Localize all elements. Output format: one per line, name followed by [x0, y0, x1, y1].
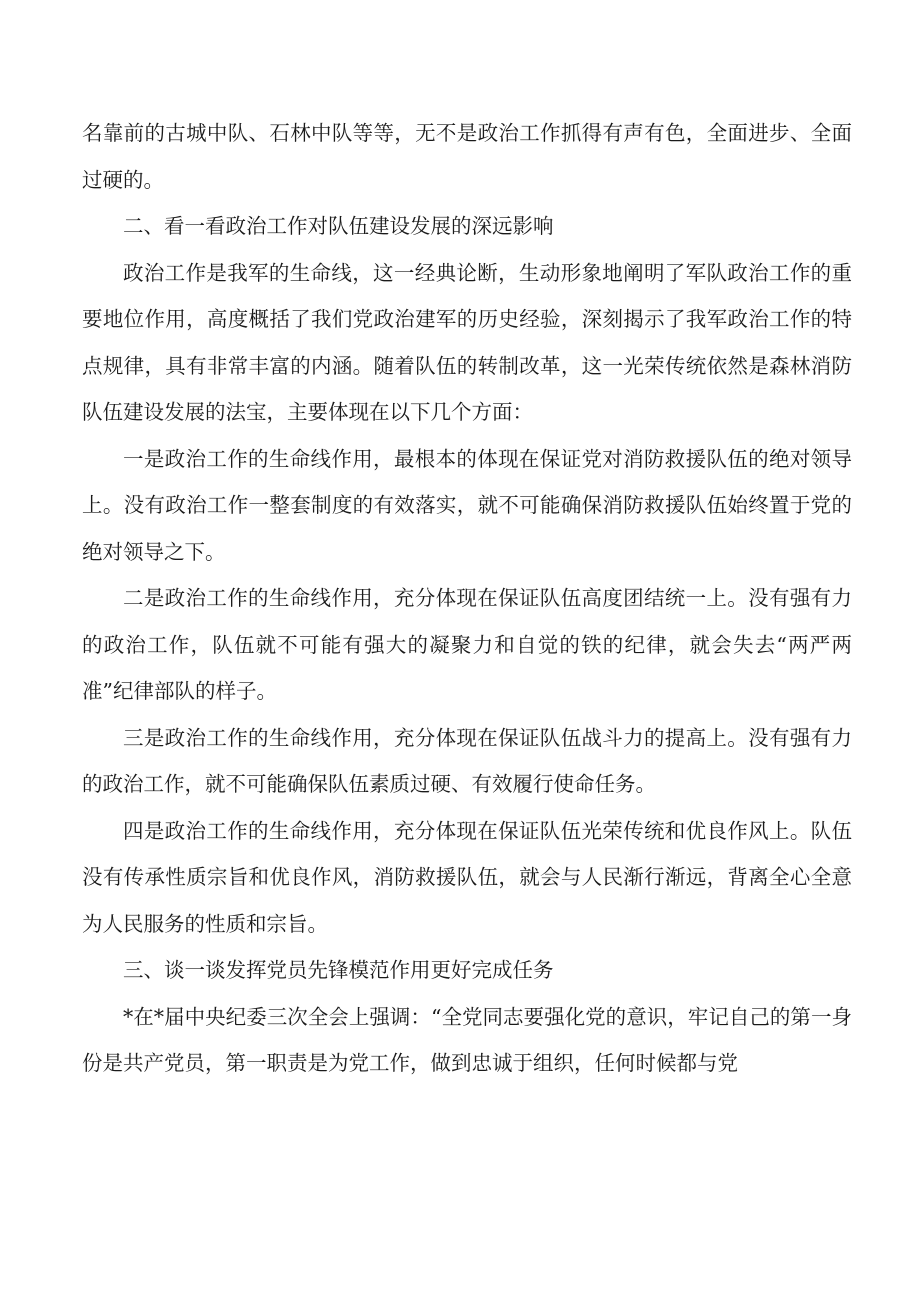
paragraph: 四是政治工作的生命线作用，充分体现在保证队伍光荣传统和优良作风上。队伍没有传承性质宗旨和优良作风，消防救援队伍，就会与人民渐行渐远，背离全心全意为人民服务的性质和宗旨。 [82, 818, 852, 936]
paragraph: 二是政治工作的生命线作用，充分体现在保证队伍高度团结统一上。没有强有力的政治工作，队伍就不可能有强大的凝聚力和自觉的铁的纪律，就会失去“两严两准”纪律部队的样子。 [82, 586, 852, 703]
section-heading-2: 二、看一看政治工作对队伍建设发展的深远影响 [123, 214, 554, 238]
paragraph-continuation: 名靠前的古城中队、石林中队等等，无不是政治工作抓得有声有色，全面进步、全面过硬的。 [82, 121, 852, 192]
paragraph: *在*届中央纪委三次全会上强调：“全党同志要强化党的意识，牢记自己的第一身份是共产党员，第一职责是为党工作，做到忠诚于组织，任何时候都与党 [82, 1004, 852, 1075]
section-heading-3: 三、谈一谈发挥党员先锋模范作用更好完成任务 [123, 958, 554, 982]
paragraph: 政治工作是我军的生命线，这一经典论断，生动形象地阐明了军队政治工作的重要地位作用，高度概括了我们党政治建军的历史经验，深刻揭示了我军政治工作的特点规律，具有非常丰富的内涵。随着队伍的转制改革，这一光荣传统依然是森林消防队伍建设发展的法宝，主要体现在以下几个方面： [82, 260, 852, 424]
document-body [82, 110, 852, 1087]
paragraph: 一是政治工作的生命线作用，最根本的体现在保证党对消防救援队伍的绝对领导上。没有政治工作一整套制度的有效落实，就不可能确保消防救援队伍始终置于党的绝对领导之下。 [82, 446, 852, 564]
paragraph: 三是政治工作的生命线作用，充分体现在保证队伍战斗力的提高上。没有强有力的政治工作，就不可能确保队伍素质过硬、有效履行使命任务。 [82, 725, 852, 796]
